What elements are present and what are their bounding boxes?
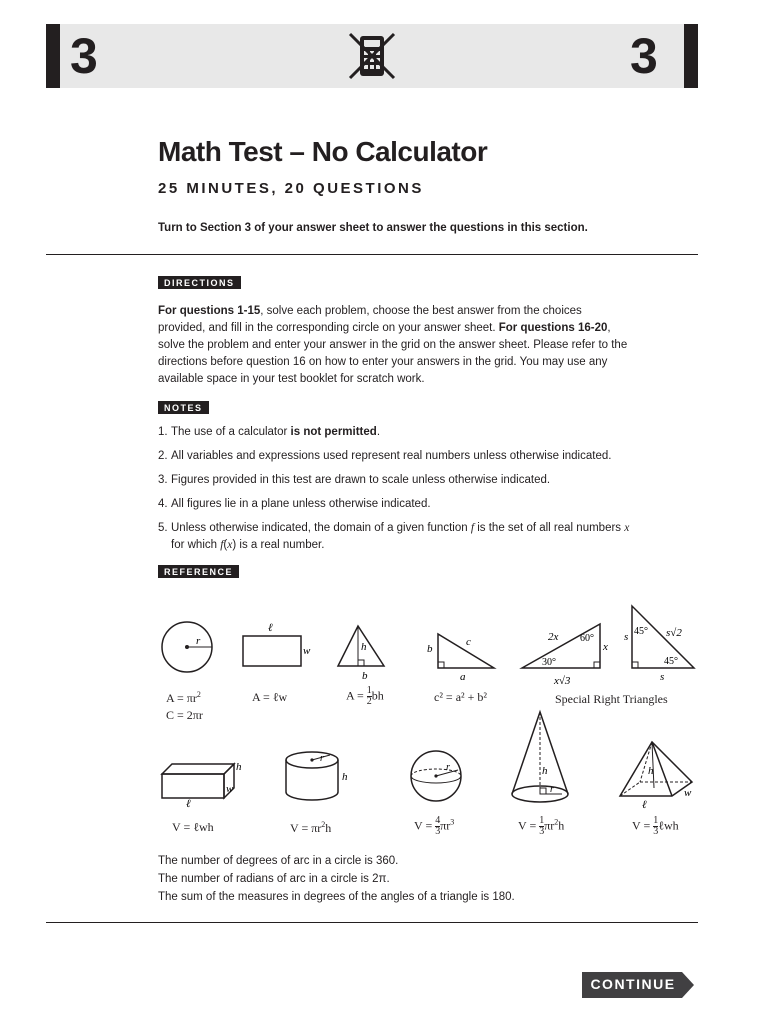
note-text: All figures lie in a plane unless otherwise indicated. — [171, 498, 431, 510]
t1-xr3-label: x√3 — [554, 675, 571, 687]
note-text: ) is a real number. — [232, 539, 325, 551]
notes-label: NOTES — [158, 401, 209, 414]
t2-sr2-label: s√2 — [666, 627, 682, 639]
pyramid-height-label: h — [648, 765, 654, 777]
note-text: Unless otherwise indicated, the domain of a given function — [171, 522, 471, 534]
pyramid-width-label: w — [684, 787, 692, 799]
circle-figure — [158, 618, 218, 678]
special-triangles-caption: Special Right Triangles — [555, 692, 668, 706]
section-number-left: 3 — [70, 28, 98, 84]
note-text-end: . — [376, 426, 381, 438]
cone-volume-formula: V = $\frac{1}{3}$ $\pi r^2h$ — [518, 815, 565, 837]
note-item — [158, 520, 638, 554]
section-number-right: 3 — [630, 28, 658, 84]
cone-radius-label: r — [550, 784, 554, 795]
note-var-f: f — [470, 522, 475, 534]
cylinder-radius-label: r — [320, 753, 324, 764]
directions-q1-range: For questions 1-15 — [158, 305, 261, 317]
page-subtitle: 25 MINUTES, 20 QUESTIONS — [158, 180, 424, 197]
cylinder-height-label: h — [342, 771, 348, 783]
sphere-figure — [406, 748, 466, 806]
box-height-label: h — [236, 761, 242, 773]
section-bar-right — [684, 24, 698, 88]
note-text: is the set of all real numbers — [474, 522, 625, 534]
t1-30-label: 30° — [542, 657, 556, 668]
note-emphasis: is not permitted — [290, 426, 377, 438]
section-bar-left — [46, 24, 60, 88]
note-item — [158, 472, 638, 489]
fact-radians: The number of radians of arc in a circle is 2π. — [158, 873, 390, 885]
right-triangle-b-label: b — [427, 643, 433, 655]
triangle-area-formula: A = $\frac{1}{2}$ bh — [346, 685, 384, 707]
directions-q2-range: For questions 16-20 — [498, 322, 608, 334]
cylinder-figure — [282, 750, 354, 806]
page-title: Math Test – No Calculator — [158, 136, 488, 167]
fact-triangle-sum: The sum of the measures in degrees of the angles of a triangle is 180. — [158, 891, 515, 903]
t1-hyp-label: 2x — [548, 631, 559, 643]
box-length-label: ℓ — [186, 798, 191, 808]
note-var-x: x — [227, 539, 233, 551]
note-item — [158, 496, 638, 513]
rectangle-figure — [238, 620, 318, 670]
note-number: 5. — [158, 522, 168, 534]
t2-45-top-label: 45° — [634, 626, 648, 637]
circle-circumference-formula: C = 2πr — [166, 708, 203, 722]
note-text: ( — [223, 539, 228, 551]
directions-label: DIRECTIONS — [158, 276, 241, 289]
reference-label: REFERENCE — [158, 565, 239, 578]
note-var-x: x — [624, 522, 630, 534]
circle-radius-label: r — [196, 635, 201, 647]
box-figure — [158, 752, 248, 808]
rectangle-area-formula: A = ℓw — [252, 690, 288, 704]
note-item — [158, 424, 638, 441]
circle-area-formula: $A = \pi r^2$ — [166, 690, 201, 705]
section-instruction: Turn to Section 3 of your answer sheet to answer the questions in this section. — [158, 222, 588, 234]
no-calculator-icon — [344, 28, 400, 84]
t2-s-left-label: s — [624, 631, 629, 643]
note-number: 3. — [158, 474, 168, 486]
pythagorean-formula: c² = a² + b² — [434, 690, 487, 704]
special-right-triangles-figure — [516, 600, 706, 690]
box-volume-formula: V = ℓwh — [172, 820, 214, 834]
continue-label[interactable]: CONTINUE — [590, 976, 676, 992]
notes-list — [158, 424, 638, 561]
reference-facts — [158, 852, 515, 906]
right-triangle-figure — [422, 628, 502, 684]
note-var-f: f — [220, 539, 224, 551]
sphere-radius-label: r — [446, 762, 450, 773]
note-text: All variables and expressions used represent real numbers unless otherwise indicated. — [171, 450, 612, 462]
t2-s-bottom-label: s — [660, 671, 665, 683]
t1-60-label: 60° — [580, 633, 594, 644]
note-text: Figures provided in this test are drawn to scale unless otherwise indicated. — [171, 474, 551, 486]
cone-figure — [508, 708, 570, 808]
note-number: 1. — [158, 426, 168, 438]
t1-x-label: x — [603, 641, 608, 653]
right-triangle-c-label: c — [466, 636, 471, 648]
divider-top — [46, 254, 698, 255]
divider-bottom — [46, 922, 698, 923]
pyramid-figure — [614, 738, 700, 810]
right-triangle-a-label: a — [460, 671, 466, 683]
directions-q1-text: , solve each problem, choose the best answer from the choices provided, and fill in the corresponding circle on your answer sheet. — [158, 305, 582, 334]
triangle-figure — [334, 620, 390, 682]
note-text: for which — [171, 539, 221, 551]
cone-height-label: h — [542, 765, 548, 777]
triangle-height-label: h — [361, 641, 367, 653]
pyramid-volume-formula: V = $\frac{1}{3}$ ℓwh — [632, 815, 679, 837]
note-item — [158, 448, 638, 465]
note-number: 2. — [158, 450, 168, 462]
rectangle-length-label: ℓ — [268, 622, 273, 634]
note-text: The use of a calculator — [171, 426, 291, 438]
pyramid-length-label: ℓ — [642, 799, 647, 810]
directions-text — [158, 303, 628, 388]
box-width-label: w — [226, 783, 234, 795]
rectangle-width-label: w — [303, 645, 311, 657]
directions-q2-text: , solve the problem and enter your answer in the grid on the answer sheet. Please refer to the directions before question 16 on how to enter your answers in the grid. You may use any available space in your test booklet for scratch work. — [158, 322, 628, 385]
t2-45-bottom-label: 45° — [664, 656, 678, 667]
sphere-volume-formula: V = $\frac{4}{3}$ $\pi r^3$ — [414, 815, 455, 837]
triangle-base-label: b — [362, 670, 368, 682]
note-number: 4. — [158, 498, 168, 510]
cylinder-volume-formula: $V = \pi r^2h$ — [290, 820, 332, 835]
fact-degrees: The number of degrees of arc in a circle is 360. — [158, 855, 399, 867]
